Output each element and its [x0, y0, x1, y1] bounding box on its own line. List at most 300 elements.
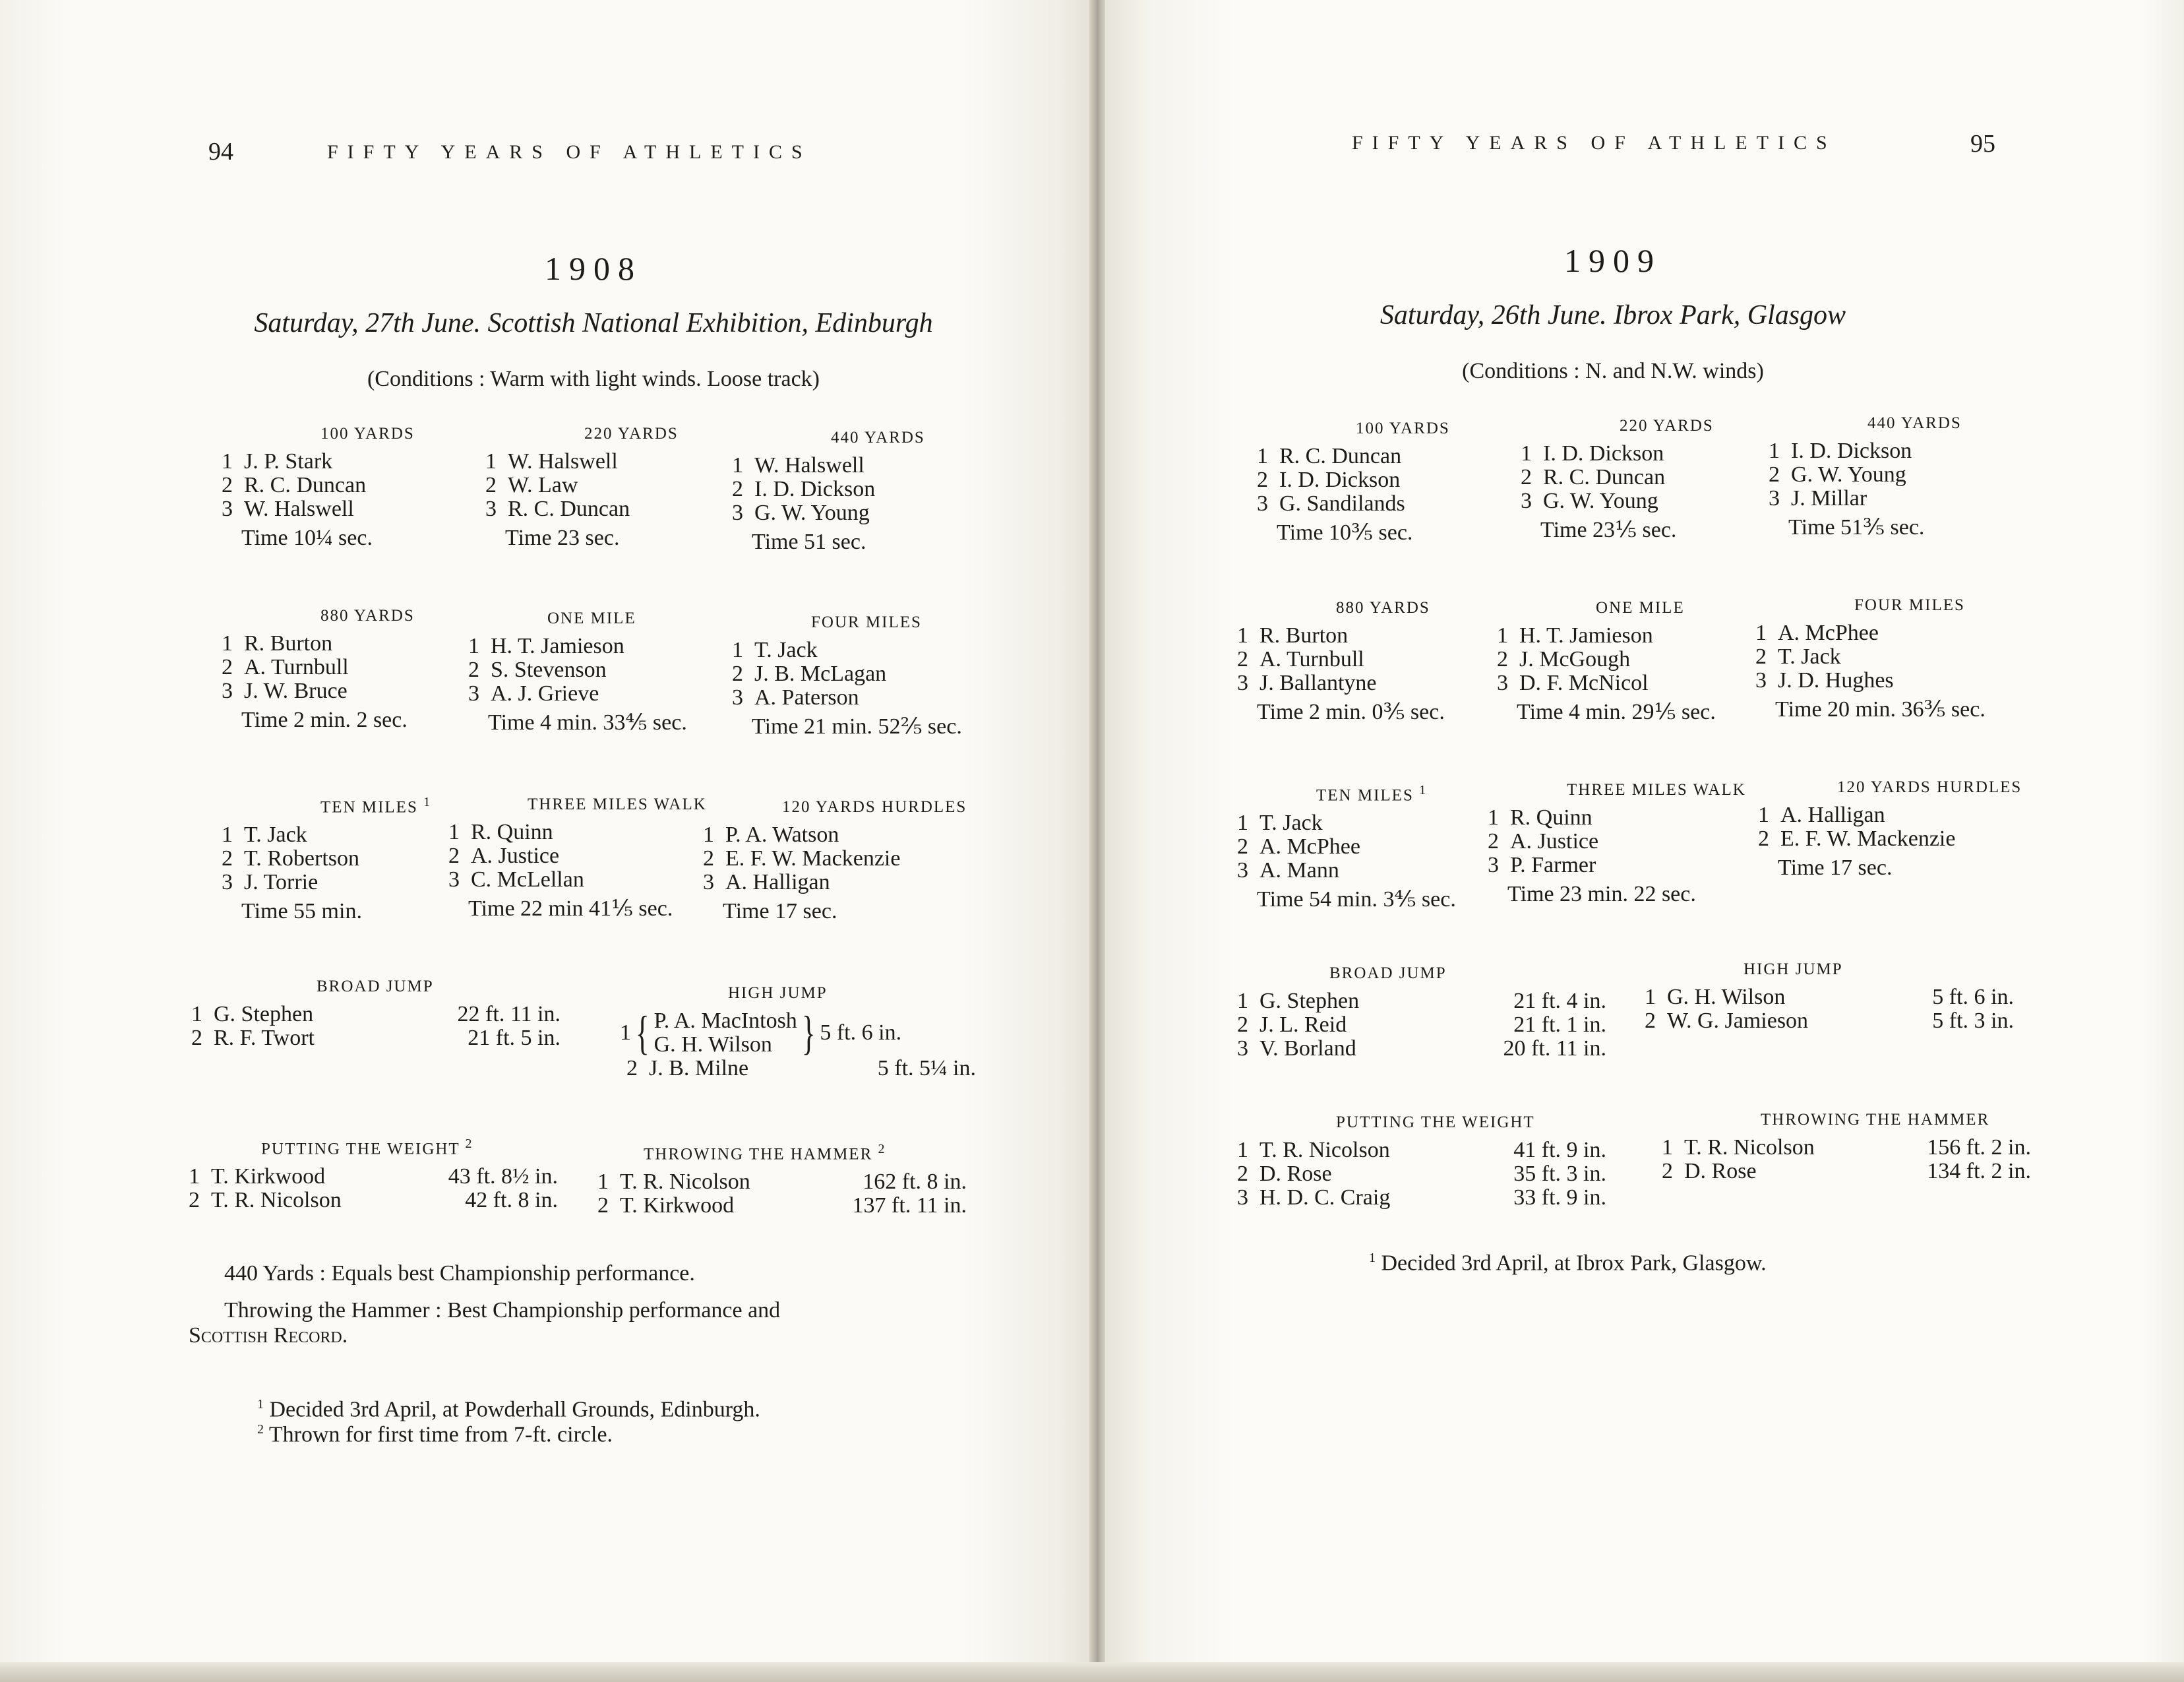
result-row	[1488, 806, 1751, 830]
athlete-name: G. Stephen	[1259, 989, 1360, 1013]
athlete-name: T. R. Nicolson	[1684, 1135, 1815, 1160]
athlete-name: A. Paterson	[754, 685, 859, 710]
athlete-name: P. A. MacIntosh	[653, 1009, 797, 1033]
place-number: 1	[1237, 811, 1248, 836]
result-row	[1758, 827, 2035, 851]
result-row	[1237, 1162, 1606, 1186]
athlete-name: D. Rose	[1259, 1162, 1332, 1186]
result-row	[485, 474, 736, 497]
performance: 42 ft. 8 in.	[465, 1188, 558, 1213]
event-title	[1620, 414, 1771, 438]
athlete-name: R. Quinn	[1510, 805, 1592, 830]
footnote-ref: 1	[1419, 783, 1428, 797]
result-row	[1521, 442, 1771, 466]
place-number: 1	[620, 1020, 631, 1045]
place-number: 1	[189, 1164, 200, 1189]
event-title-text: 100 YARDS	[1356, 420, 1450, 437]
athlete-name: I. D. Dickson	[1543, 441, 1664, 466]
event-title-text: 120 YARDS HURDLES	[1837, 778, 2022, 796]
place-number: 2	[1237, 1162, 1248, 1186]
conditions: (Conditions : N. and N.W. winds)	[1462, 359, 1764, 383]
performance: 41 ft. 9 in.	[1513, 1138, 1606, 1162]
place-number: 1	[1488, 805, 1499, 830]
event-title-text: 220 YARDS	[584, 425, 679, 443]
result-row	[1769, 487, 2032, 511]
athlete-name: D. F. McNicol	[1519, 671, 1649, 695]
winning-time: Time 23 min. 22 sec.	[1507, 882, 1696, 906]
place-number: 2	[222, 655, 233, 679]
place-number: 2	[1257, 468, 1268, 492]
place-number: 2	[1645, 1009, 1656, 1033]
place-number: 1	[1257, 444, 1268, 468]
event-block	[485, 422, 736, 550]
result-row	[468, 658, 725, 682]
athlete-name: W. Halswell	[244, 497, 354, 521]
performance: 5 ft. 3 in.	[1932, 1009, 2014, 1033]
place-number: 2	[222, 846, 233, 871]
event-title-text: 120 YARDS HURDLES	[782, 798, 967, 816]
performance: 35 ft. 3 in.	[1513, 1162, 1606, 1186]
place-number: 2	[1488, 829, 1499, 854]
performance: 162 ft. 8 in.	[863, 1169, 967, 1195]
note-hammer: Throwing the Hammer : Best Championship performance and	[224, 1298, 781, 1323]
result-row	[1769, 439, 2032, 463]
result-row	[732, 686, 1009, 710]
place-number: 1	[1645, 985, 1656, 1009]
place-number: 2	[191, 1026, 202, 1050]
winning-time: Time 54 min. 3⅘ sec.	[1257, 887, 1456, 912]
athlete-name: G. W. Young	[1543, 489, 1658, 513]
event-title-text: FOUR MILES	[1854, 596, 1965, 614]
event-block	[1769, 412, 2032, 540]
athlete-name: G. H. Wilson	[653, 1032, 772, 1057]
footnote-mark: 1	[257, 1397, 264, 1412]
result-row	[448, 868, 725, 892]
event-title: HIGH JUMP	[728, 984, 828, 1002]
event-block	[191, 975, 561, 1050]
result-row	[597, 1194, 967, 1218]
athlete-name: J. Millar	[1791, 486, 1867, 511]
result-row	[1237, 811, 1501, 835]
winning-time: Time 4 min. 33⅘ sec.	[488, 710, 687, 735]
year-heading: 1909	[1564, 242, 1662, 279]
footnote-ref: 2	[465, 1137, 473, 1151]
right-page	[1105, 0, 2184, 1682]
place-number: 1	[1237, 989, 1248, 1013]
place-number: 1	[1769, 439, 1780, 463]
athlete-name: G. Sandilands	[1279, 491, 1405, 516]
place-number: 3	[448, 867, 460, 892]
event-title-text: TEN MILES	[320, 798, 418, 817]
place-number: 3	[1237, 1185, 1248, 1210]
result-row	[222, 474, 472, 497]
result-row	[485, 497, 736, 521]
athlete-name: W. Halswell	[754, 453, 864, 478]
place-number: 1	[597, 1169, 609, 1195]
result-row	[597, 1170, 967, 1194]
athlete-name: J. B. Milne	[649, 1056, 749, 1080]
result-row	[1237, 989, 1606, 1013]
event-title-text: 440 YARDS	[1867, 414, 1962, 432]
place-number: 1	[485, 449, 497, 474]
event-block	[1755, 594, 2032, 722]
event-title-text: ONE MILE	[547, 609, 636, 627]
place-number: 2	[1758, 826, 1769, 851]
athlete-name: T. Jack	[754, 638, 818, 662]
place-number: 2	[1237, 1012, 1248, 1037]
athlete-name: H. T. Jamieson	[491, 634, 624, 658]
running-head: FIFTY YEARS OF ATHLETICS	[327, 141, 812, 163]
place-number: 2	[703, 846, 714, 871]
event-title-text: PUTTING THE WEIGHT	[1336, 1113, 1535, 1131]
athlete-name: J. Torrie	[244, 870, 318, 895]
result-row	[1237, 671, 1501, 695]
place-number: 2	[1662, 1159, 1673, 1183]
place-number: 3	[703, 870, 714, 894]
athlete-name: T. Kirkwood	[211, 1164, 326, 1189]
result-row	[189, 1165, 558, 1189]
athlete-name: I. D. Dickson	[1791, 439, 1912, 463]
place-number: 2	[485, 473, 497, 497]
athlete-name: R. C. Duncan	[508, 497, 630, 521]
performance: 5 ft. 5¼ in.	[877, 1056, 976, 1080]
result-row	[703, 847, 993, 871]
event-title	[1336, 1111, 1606, 1135]
footnote-mark: 2	[257, 1422, 264, 1437]
athlete-name: A. Halligan	[1780, 803, 1885, 827]
note-440-yards: 440 Yards : Equals best Championship performance.	[224, 1261, 695, 1286]
place-number: 1	[1662, 1135, 1673, 1160]
footnote-text: Thrown for first time from 7-ft. circle.	[268, 1422, 613, 1447]
event-block	[448, 793, 725, 921]
event-block	[1237, 962, 1606, 1061]
event-high-jump	[620, 981, 976, 1080]
performance: 5 ft. 6 in.	[1932, 985, 2014, 1009]
winning-time: Time 51⅗ sec.	[1788, 515, 1925, 540]
event-title	[1336, 596, 1501, 620]
result-row	[703, 871, 993, 894]
result-row	[1521, 466, 1771, 489]
result-row	[222, 820, 472, 848]
event-title-text: THROWING THE HAMMER	[1761, 1111, 1990, 1129]
athlete-name: P. A. Watson	[725, 823, 839, 847]
footnote-1	[257, 1397, 760, 1422]
event-title	[320, 604, 472, 628]
event-title	[1867, 412, 2032, 435]
meeting-subtitle: Saturday, 26th June. Ibrox Park, Glasgow	[1380, 300, 1846, 330]
athlete-name: I. D. Dickson	[754, 477, 876, 501]
event-block	[732, 426, 983, 554]
event-title	[782, 795, 993, 819]
result-row	[191, 1003, 561, 1026]
meeting-subtitle: Saturday, 27th June. Scottish National Exhibition, Edinburgh	[254, 308, 933, 338]
place-number: 2	[1755, 644, 1767, 669]
athlete-name: R. C. Duncan	[1543, 465, 1666, 489]
event-block	[222, 604, 472, 732]
place-number: 1	[1497, 623, 1508, 648]
event-block	[222, 422, 472, 550]
event-block	[1257, 417, 1507, 545]
athlete-name: R. C. Duncan	[1279, 444, 1402, 468]
place-number: 1	[732, 638, 743, 662]
place-number: 1	[468, 634, 479, 658]
result-row	[191, 1026, 561, 1050]
event-block	[1237, 1111, 1606, 1210]
footnote-mark: 1	[1369, 1251, 1376, 1265]
result-row	[448, 821, 725, 844]
athlete-name: R. Burton	[244, 631, 333, 656]
place-number: 2	[1769, 462, 1780, 487]
note-hammer-record: Scottish Record.	[189, 1323, 348, 1348]
result-row	[1257, 468, 1507, 492]
place-number: 2	[468, 658, 479, 682]
place-number: 3	[222, 870, 233, 895]
athlete-name: H. T. Jamieson	[1519, 623, 1653, 648]
place-number: 3	[222, 497, 233, 521]
event-title	[1356, 417, 1507, 441]
event-title-text: THROWING THE HAMMER	[644, 1145, 873, 1164]
winning-time: Time 2 min. 2 sec.	[241, 708, 408, 732]
place-number: 1	[222, 449, 233, 474]
result-row	[1237, 1138, 1606, 1162]
event-title	[1761, 1108, 2031, 1132]
place-number: 2	[1497, 647, 1508, 671]
athlete-name: J. Ballantyne	[1259, 671, 1377, 695]
place-number: 2	[1521, 465, 1532, 489]
event-title-text: TEN MILES	[1316, 786, 1414, 805]
place-number: 3	[222, 679, 233, 703]
athlete-name: V. Borland	[1259, 1036, 1356, 1061]
result-row	[1497, 648, 1761, 671]
athlete-name: T. R. Nicolson	[211, 1188, 342, 1213]
result-row	[1237, 1037, 1606, 1061]
event-title	[317, 975, 561, 999]
athlete-name: P. Farmer	[1510, 853, 1596, 877]
result-row	[1645, 1009, 2014, 1033]
result-row	[222, 497, 472, 521]
result-row	[485, 450, 736, 474]
event-title-text: ONE MILE	[1596, 599, 1685, 617]
performance: 20 ft. 11 in.	[1503, 1036, 1606, 1061]
athlete-name: J. McGough	[1519, 647, 1631, 671]
event-title-text: 220 YARDS	[1620, 417, 1714, 435]
athlete-name: R. F. Twort	[214, 1026, 315, 1050]
winning-time: Time 2 min. 0⅗ sec.	[1257, 700, 1445, 724]
athlete-name: A. Justice	[1510, 829, 1599, 854]
athlete-name: S. Stevenson	[491, 658, 607, 682]
result-row	[222, 632, 472, 656]
place-number: 1	[732, 453, 743, 478]
result-row	[1488, 830, 1751, 854]
athlete-name: G. H. Wilson	[1667, 985, 1786, 1009]
result-row	[1755, 645, 2032, 669]
place-number: 1	[1237, 1138, 1248, 1162]
page-number: 95	[1970, 130, 1995, 158]
result-row	[189, 1189, 558, 1212]
winning-time: Time 23⅕ sec.	[1540, 518, 1677, 542]
athlete-name: T. Jack	[1778, 644, 1841, 669]
event-block	[1662, 1108, 2031, 1183]
place-number: 3	[1237, 1036, 1248, 1061]
athlete-name: R. Burton	[1259, 623, 1349, 648]
running-head: FIFTY YEARS OF ATHLETICS	[1352, 132, 1836, 154]
athlete-name: E. F. W. Mackenzie	[725, 846, 901, 871]
place-number: 3	[1497, 671, 1508, 695]
event-block	[1758, 776, 2035, 880]
winning-time: Time 23 sec.	[505, 526, 620, 550]
athlete-name: A. J. Grieve	[491, 681, 599, 706]
athlete-name: A. McPhee	[1259, 834, 1360, 859]
athlete-name: J. B. McLagan	[754, 662, 887, 686]
athlete-name: J. P. Stark	[244, 449, 333, 474]
place-number: 3	[1755, 668, 1767, 693]
athlete-name: C. McLellan	[471, 867, 584, 892]
winning-time: Time 20 min. 36⅗ sec.	[1775, 697, 1986, 722]
result-row	[1497, 671, 1761, 695]
performance: 5 ft. 6 in.	[820, 1020, 902, 1045]
place-number: 1	[703, 823, 714, 847]
result-row	[1237, 624, 1501, 648]
athlete-name: A. Turnbull	[1259, 647, 1364, 671]
event-block	[189, 1132, 558, 1212]
event-block	[732, 611, 1009, 739]
place-number: 2	[732, 477, 743, 501]
result-row	[1237, 1186, 1606, 1210]
event-title	[1744, 958, 2014, 981]
athlete-name: A. Justice	[471, 844, 560, 868]
athlete-name: T. R. Nicolson	[620, 1169, 750, 1195]
athlete-name: G. Stephen	[214, 1002, 314, 1026]
place-number: 2	[1237, 647, 1248, 671]
place-number: 1	[1758, 803, 1769, 827]
result-row	[1662, 1160, 2031, 1183]
footnote-1	[1369, 1251, 1767, 1276]
result-row	[222, 679, 472, 703]
performance: 137 ft. 11 in.	[852, 1193, 967, 1218]
result-row	[1257, 492, 1507, 516]
event-title-text: 880 YARDS	[320, 607, 415, 625]
event-title	[644, 1137, 967, 1166]
athlete-name: G. W. Young	[754, 501, 870, 525]
place-number: 2	[1237, 834, 1248, 859]
place-number: 3	[732, 685, 743, 710]
performance: 43 ft. 8½ in.	[448, 1164, 558, 1189]
event-title	[1854, 594, 2032, 617]
result-row	[222, 656, 472, 679]
event-title-text: FOUR MILES	[811, 613, 922, 631]
event-block	[468, 607, 725, 735]
athlete-name: R. Quinn	[471, 820, 553, 844]
performance: 22 ft. 11 in.	[457, 1002, 561, 1026]
result-row	[1521, 489, 1771, 513]
athlete-name: T. Jack	[1259, 811, 1323, 836]
place-number: 3	[485, 497, 497, 521]
performance: 134 ft. 2 in.	[1927, 1159, 2031, 1183]
event-title	[1596, 596, 1761, 620]
performance: 156 ft. 2 in.	[1927, 1135, 2031, 1160]
winning-time: Time 55 min.	[241, 899, 362, 924]
result-row	[222, 847, 472, 871]
place-number: 1	[448, 820, 460, 844]
result-row	[1237, 1013, 1606, 1037]
athlete-name: T. Kirkwood	[620, 1193, 735, 1218]
athlete-name: H. D. C. Craig	[1259, 1185, 1391, 1210]
place-number: 1	[1237, 623, 1248, 648]
result-row	[1758, 803, 2035, 827]
event-block	[1237, 778, 1501, 912]
place-number: 2	[189, 1188, 200, 1213]
result-row	[1755, 669, 2032, 693]
place-number: 1	[222, 631, 233, 656]
result-row	[703, 823, 993, 847]
place-number: 1	[1521, 441, 1532, 466]
page-number: 94	[208, 138, 233, 166]
conditions: (Conditions : Warm with light winds. Loose track)	[367, 367, 820, 391]
winning-time: Time 21 min. 52⅖ sec.	[752, 714, 962, 739]
place-number: 3	[1237, 858, 1248, 883]
event-title	[811, 611, 1009, 635]
event-title-text: 440 YARDS	[831, 429, 925, 447]
winning-time: Time 51 sec.	[752, 530, 866, 554]
winning-time: Time 4 min. 29⅕ sec.	[1517, 700, 1716, 724]
place-number: 1	[191, 1002, 202, 1026]
place-number: 1	[222, 823, 233, 848]
place-number: 3	[468, 681, 479, 706]
result-row	[1237, 859, 1501, 883]
athlete-name: E. F. W. Mackenzie	[1780, 826, 1956, 851]
athlete-name: A. McPhee	[1778, 621, 1879, 645]
athlete-name: I. D. Dickson	[1279, 468, 1401, 492]
result-row	[732, 639, 1009, 662]
athlete-name: R. C. Duncan	[244, 473, 367, 497]
place-number: 2	[597, 1193, 609, 1218]
place-number: 3	[1257, 491, 1268, 516]
result-row	[1488, 854, 1751, 877]
place-number: 2	[732, 662, 743, 686]
page-edge	[0, 1662, 2184, 1682]
result-row	[222, 871, 472, 894]
result-row	[1237, 648, 1501, 671]
event-block	[1488, 778, 1751, 906]
athlete-name: T. Robertson	[244, 846, 360, 871]
brace-left: {	[635, 1007, 650, 1059]
winning-time: Time 10¼ sec.	[241, 526, 373, 550]
event-title	[831, 426, 983, 450]
athlete-name: J. L. Reid	[1259, 1012, 1347, 1037]
event-block	[1521, 414, 1771, 542]
event-title-text: 880 YARDS	[1336, 599, 1430, 617]
result-row	[1755, 621, 2032, 645]
athlete-name: T. R. Nicolson	[1259, 1138, 1390, 1162]
event-title	[1329, 962, 1606, 985]
place-number: 1	[1755, 621, 1767, 645]
result-row	[1645, 985, 2014, 1009]
result-row	[732, 478, 983, 501]
footnote-2	[257, 1422, 613, 1447]
athlete-name: J. D. Hughes	[1778, 668, 1894, 693]
result-row	[1662, 1136, 2031, 1160]
event-title-text: BROAD JUMP	[1329, 964, 1447, 982]
athlete-name: A. Halligan	[725, 870, 830, 894]
footnote-text: Decided 3rd April, at Ibrox Park, Glasgow.	[1381, 1251, 1767, 1276]
event-title-text: PUTTING THE WEIGHT	[261, 1140, 460, 1158]
result-row	[1257, 445, 1507, 468]
event-block	[1237, 596, 1501, 724]
event-title	[320, 422, 472, 446]
result-row	[468, 682, 725, 706]
result-row	[732, 501, 983, 525]
event-title-text: THREE MILES WALK	[1567, 781, 1746, 799]
